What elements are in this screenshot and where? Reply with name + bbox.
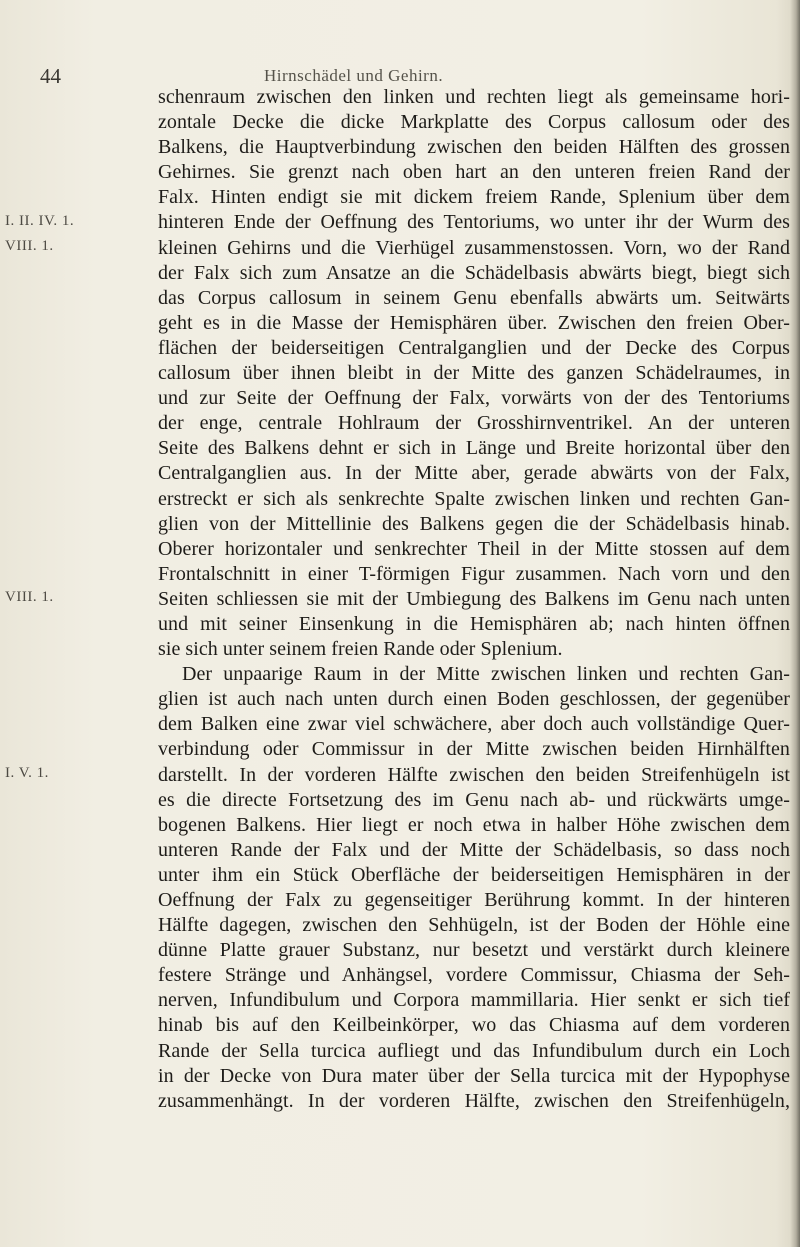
text-line: Der unpaarige Raum in der Mitte zwischen linken und rechten Gan- xyxy=(182,663,790,686)
text-line: Frontalschnitt in einer T-förmigen Figur zusammen. Nach vorn und den xyxy=(158,562,790,585)
text-line: hinteren Ende der Oeffnung des Tentoriums, wo unter ihr der Wurm des xyxy=(158,211,790,234)
text-line: erstreckt er sich als senkrechte Spalte zwischen linken und rechten Gan- xyxy=(158,487,790,510)
margin-reference: VIII. 1. xyxy=(5,589,54,605)
text-line: Seite des Balkens dehnt er sich in Länge und Breite horizontal über den xyxy=(158,437,790,460)
text-line: flächen der beiderseitigen Centralganglien und der Decke des Corpus xyxy=(158,336,790,359)
text-line: darstellt. In der vorderen Hälfte zwischen den beiden Streifenhügeln ist xyxy=(158,763,790,786)
text-line: Centralganglien aus. In der Mitte aber, gerade abwärts von der Falx, xyxy=(158,462,790,485)
text-line: das Corpus callosum in seinem Genu ebenfalls abwärts um. Seitwärts xyxy=(158,286,790,309)
text-line: hinab bis auf den Keilbeinkörper, wo das Chiasma auf dem vorderen xyxy=(158,1014,790,1037)
text-line: Gehirnes. Sie grenzt nach oben hart an den unteren freien Rand der xyxy=(158,161,790,184)
page-edge-shadow xyxy=(790,0,800,1247)
text-line: zusammenhängt. In der vorderen Hälfte, zwischen den Streifenhügeln, xyxy=(158,1089,790,1112)
text-line: glien von der Mittellinie des Balkens gegen die der Schädelbasis hinab. xyxy=(158,512,790,535)
text-line: unter ihm ein Stück Oberfläche der beiderseitigen Hemisphären in der xyxy=(158,863,790,886)
text-line: Seiten schliessen sie mit der Umbiegung des Balkens im Genu nach unten xyxy=(158,587,790,610)
text-line: Hälfte dagegen, zwischen den Sehhügeln, ist der Boden der Höhle eine xyxy=(158,914,790,937)
margin-reference: I. V. 1. xyxy=(5,764,49,781)
text-line: Oeffnung der Falx zu gegenseitiger Berührung kommt. In der hinteren xyxy=(158,889,790,911)
text-line: festere Stränge und Anhängsel, vordere Commissur, Chiasma der Seh- xyxy=(158,964,790,987)
running-title: Hirnschädel und Gehirn. xyxy=(264,66,444,85)
body-text xyxy=(158,85,790,1114)
text-line: Oberer horizontaler und senkrechter Theil in der Mitte stossen auf dem xyxy=(158,537,790,560)
text-line: glien ist auch nach unten durch einen Boden geschlossen, der gegenüber xyxy=(158,688,790,711)
margin-reference: VIII. 1. xyxy=(5,237,54,254)
text-line: Falx. Hinten endigt sie mit dickem freiem Rande, Splenium über dem xyxy=(158,186,790,209)
text-line: und mit seiner Einsenkung in die Hemisphären ab; nach hinten öffnen xyxy=(158,612,790,635)
text-line: zontale Decke die dicke Markplatte des Corpus callosum oder des xyxy=(158,111,790,134)
margin-reference: I. II. IV. 1. xyxy=(5,212,75,229)
text-line: dem Balken eine zwar viel schwächere, aber doch auch vollständige Quer- xyxy=(158,713,790,736)
text-line: geht es in die Masse der Hemisphären über. Zwischen den freien Ober- xyxy=(158,311,790,334)
page-number: 44 xyxy=(40,64,61,88)
text-line: der Falx sich zum Ansatze an die Schädelbasis abwärts biegt, biegt sich xyxy=(158,261,790,284)
text-line: schenraum zwischen den linken und rechten liegt als gemeinsame hori- xyxy=(158,86,790,108)
text-line: bogenen Balkens. Hier liegt er noch etwa in halber Höhe zwischen dem xyxy=(158,813,790,836)
text-line: nerven, Infundibulum und Corpora mammillaria. Hier senkt er sich tief xyxy=(158,989,790,1012)
text-line: der enge, centrale Hohlraum der Grosshirnventrikel. An der unteren xyxy=(158,412,790,435)
text-line: und zur Seite der Oeffnung der Falx, vorwärts von der des Tentoriums xyxy=(158,387,790,410)
text-line: kleinen Gehirns und die Vierhügel zusammenstossen. Vorn, wo der Rand xyxy=(158,236,790,259)
text-line: in der Decke von Dura mater über der Sella turcica mit der Hypophyse xyxy=(158,1064,790,1087)
text-line: Rande der Sella turcica aufliegt und das Infundibulum durch ein Loch xyxy=(158,1039,790,1062)
text-line: es die directe Fortsetzung des im Genu nach ab- und rückwärts umge- xyxy=(158,788,790,811)
text-line: Balkens, die Hauptverbindung zwischen den beiden Hälften des grossen xyxy=(158,136,790,159)
text-line: callosum über ihnen bleibt in der Mitte des ganzen Schädelraumes, in xyxy=(158,362,790,385)
text-line: dünne Platte grauer Substanz, nur besetzt und verstärkt durch kleinere xyxy=(158,939,790,962)
text-line: verbindung oder Commissur in der Mitte zwischen beiden Hirnhälften xyxy=(158,738,790,761)
text-line: unteren Rande der Falx und der Mitte der Schädelbasis, so dass noch xyxy=(158,838,790,861)
text-line: sie sich unter seinem freien Rande oder Splenium. xyxy=(158,638,563,661)
